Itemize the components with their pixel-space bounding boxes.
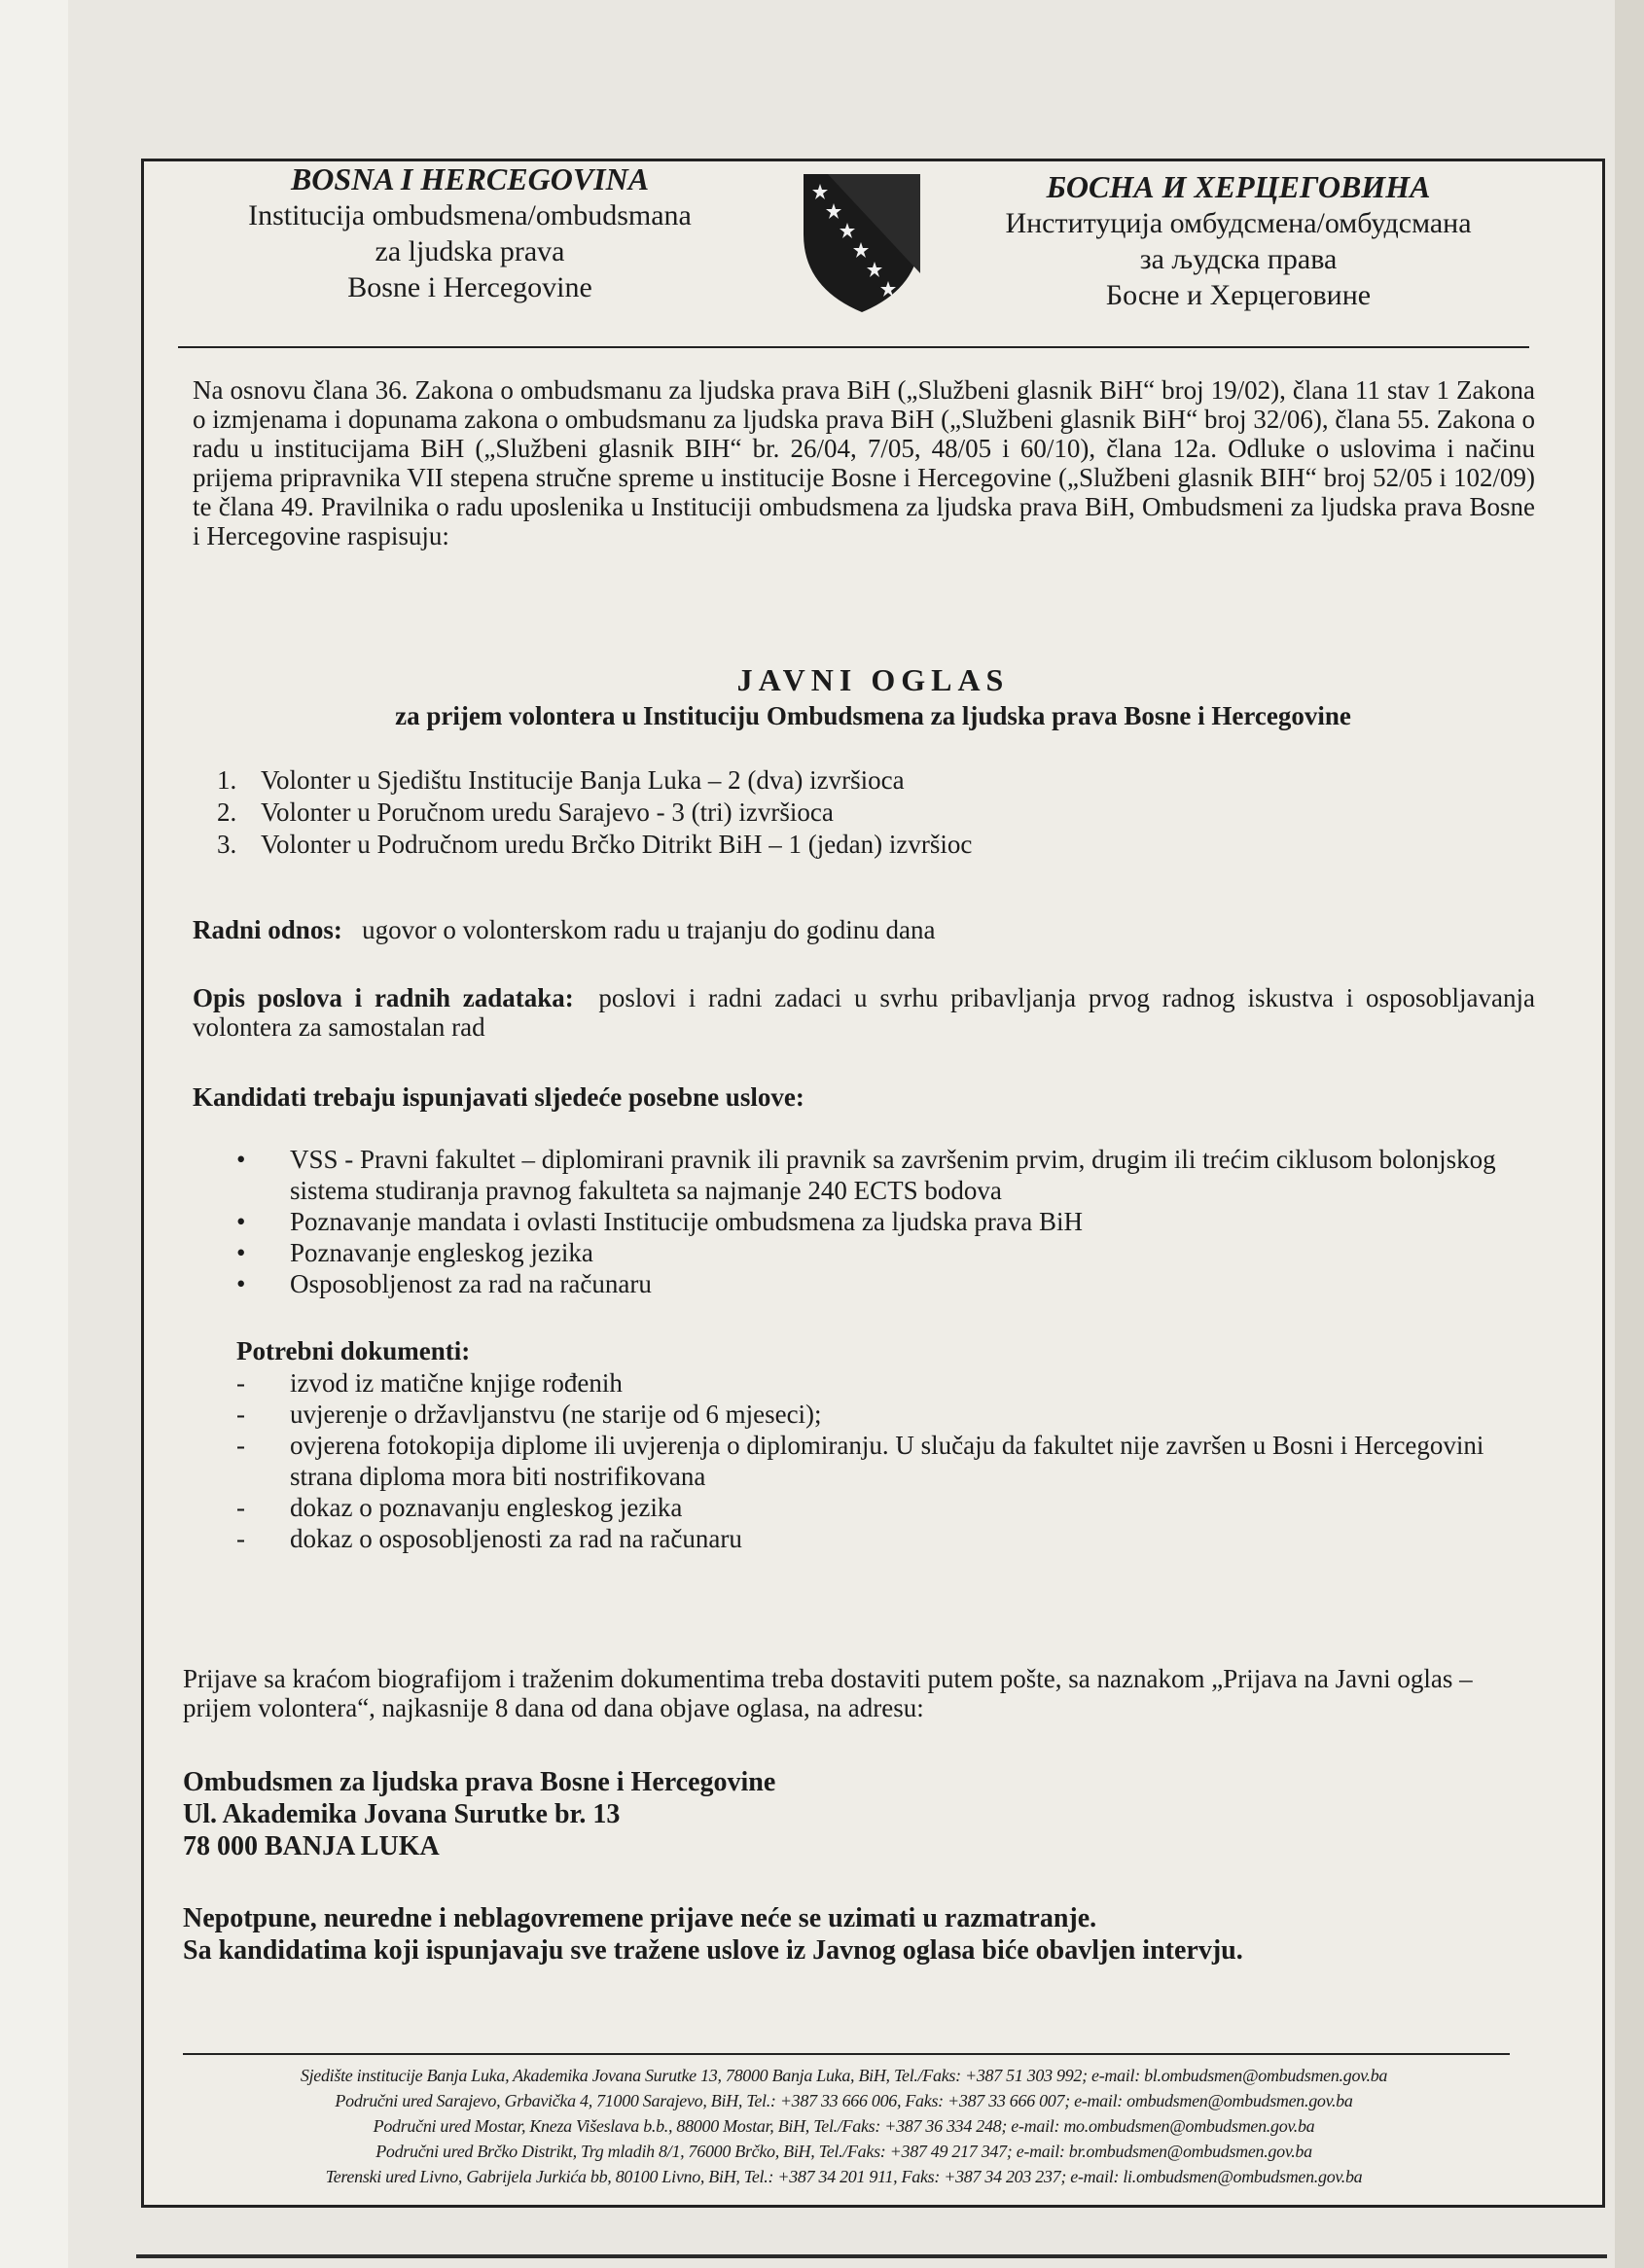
institution-country-cyrillic: Босне и Херцеговине bbox=[1105, 279, 1372, 311]
list-item: - dokaz o poznavanju engleskog jezika bbox=[236, 1492, 1520, 1523]
page-bottom-rule bbox=[136, 2254, 1607, 2258]
positions-list bbox=[217, 764, 972, 861]
institution-scope-latin: za ljudska prava bbox=[375, 235, 565, 267]
job-duties bbox=[193, 983, 1535, 1042]
scan-margin-left bbox=[0, 0, 68, 2268]
institution-country-latin: Bosne i Hercegovine bbox=[347, 271, 592, 303]
requirements-heading: Kandidati trebaju ispunjavati sljedeće posebne uslove: bbox=[193, 1082, 804, 1112]
institution-name-cyrillic: Институција омбудсмена/омбудсмана bbox=[1005, 207, 1472, 239]
job-duties-label: Opis poslova i radnih zadataka: bbox=[193, 983, 574, 1012]
closing-notice bbox=[183, 1902, 1243, 1967]
letterhead-divider bbox=[178, 346, 1529, 348]
scan-margin-right bbox=[1615, 0, 1644, 2268]
list-item: • Poznavanje engleskog jezika bbox=[236, 1237, 1520, 1268]
footer-line-sarajevo: Područni ured Sarajevo, Grbavička 4, 71000 Sarajevo, BiH, Tel.: +387 33 666 006, Faks: +387 33 666 007; e-mail: ombudsmen@ombudsmen.gov.ba bbox=[335, 2091, 1353, 2110]
documents-list bbox=[236, 1367, 1520, 1554]
list-item: 1. Volonter u Sjedištu Institucije Banja Luka – 2 (dva) izvršioca bbox=[217, 765, 905, 795]
notice-incomplete: Nepotpune, neuredne i neblagovremene prijave neće se uzimati u razmatranje. bbox=[183, 1903, 1097, 1933]
footer-line-brcko: Područni ured Brčko Distrikt, Trg mladih 8/1, 76000 Brčko, BiH, Tel./Faks: +387 49 217 347; e-mail: br.ombudsmen@ombudsmen.gov.ba bbox=[375, 2142, 1312, 2161]
address-street: Ul. Akademika Jovana Surutke br. 13 bbox=[183, 1799, 621, 1829]
list-item: - uvjerenje o državljanstvu (ne starije od 6 mjeseci); bbox=[236, 1399, 1520, 1430]
legal-basis-paragraph: Na osnovu člana 36. Zakona o ombudsmanu za ljudska prava BiH („Službeni glasnik BiH“ broj 19/02), člana 11 stav 1 Zakona o izmjenama i dopunama zakona o ombudsmanu za ljudska prava BiH („Službeni glasnik BiH“ broj 32/06), člana 55. Zakona o radu u institucijama BiH („Službeni glasnik BIH“ br. 26/04, 7/05, 48/05 i 60/10), člana 12a. Odluke o uslovima i načinu prijema pripravnika VII stepena stručne spreme u institucije Bosne i Hercegovine („Službeni glasnik BIH“ broj 52/05 i 102/09) te člana 49. Pravilnika o radu uposlenika u Instituciji ombudsmena za ljudska prava BiH, Ombudsmeni za ljudska prava Bosne i Hercegovine raspisuju: bbox=[193, 375, 1535, 550]
institution-scope-cyrillic: за људска права bbox=[1139, 243, 1338, 275]
list-item: 2. Volonter u Poručnom uredu Sarajevo - 3 (tri) izvršioca bbox=[217, 797, 834, 827]
letterhead-latin bbox=[178, 161, 762, 305]
ad-subtitle: za prijem volontera u Instituciju Ombudsmena za ljudska prava Bosne i Hercegovine bbox=[395, 701, 1351, 730]
institution-name-latin: Institucija ombudsmena/ombudsmana bbox=[248, 199, 692, 231]
notice-interview: Sa kandidatima koji ispunjavaju sve tražene uslove iz Javnog oglasa biće obavljen intervju. bbox=[183, 1935, 1243, 1966]
list-item: - ovjerena fotokopija diplome ili uvjerenja o diplomiranju. U slučaju da fakultet nije završen u Bosni i Hercegovini strana diploma mora biti nostrifikovana bbox=[236, 1430, 1520, 1492]
address-city: 78 000 BANJA LUKA bbox=[183, 1831, 440, 1861]
letterhead bbox=[144, 161, 1602, 346]
list-item: 3. Volonter u Područnom uredu Brčko Ditrikt BiH – 1 (jedan) izvršioc bbox=[217, 830, 973, 859]
ad-title: JAVNI OGLAS bbox=[736, 662, 1010, 697]
list-item: • Osposobljenost za rad na računaru bbox=[236, 1268, 1520, 1299]
application-instructions: Prijave sa kraćom biografijom i traženim dokumentima treba dostaviti putem pošte, sa naznakom „Prijava na Javni oglas – prijem volontera“, najkasnije 8 dana od dana objave oglasa, na adresu: bbox=[183, 1664, 1473, 1722]
requirements-list bbox=[236, 1144, 1520, 1299]
country-name-cyrillic: БОСНА И ХЕРЦЕГОВИНА bbox=[1046, 169, 1431, 204]
mailing-address bbox=[183, 1766, 775, 1862]
address-recipient: Ombudsmen za ljudska prava Bosne i Hercegovine bbox=[183, 1767, 776, 1797]
work-relation bbox=[193, 915, 1535, 944]
bih-coat-of-arms-icon bbox=[799, 166, 925, 317]
list-item: • Poznavanje mandata i ovlasti Institucije ombudsmena za ljudska prava BiH bbox=[236, 1206, 1520, 1237]
letterhead-cyrillic bbox=[947, 169, 1530, 313]
list-item: - dokaz o osposobljenosti za rad na računaru bbox=[236, 1523, 1520, 1554]
list-item: - izvod iz matične knjige rođenih bbox=[236, 1367, 1520, 1399]
list-item: • VSS - Pravni fakultet – diplomirani pravnik ili pravnik sa završenim prvim, drugim ili trećim ciklusom bolonjskog sistema studiranja pravnog fakulteta sa najmanje 240 ECTS bodova bbox=[236, 1144, 1520, 1206]
footer-line-mostar: Područni ured Mostar, Kneza Višeslava b.b., 88000 Mostar, BiH, Tel./Faks: +387 36 334 248; e-mail: mo.ombudsmen@ombudsmen.gov.ba bbox=[373, 2116, 1315, 2136]
footer-divider bbox=[183, 2053, 1510, 2055]
document-frame bbox=[141, 159, 1605, 2208]
work-relation-text: ugovor o volonterskom radu u trajanju do godinu dana bbox=[362, 915, 936, 944]
job-duties-text: poslovi i radni zadaci u svrhu pribavljanja prvog radnog iskustva i osposobljavanja volontera za samostalan rad bbox=[193, 983, 1536, 1042]
footer-line-livno: Terenski ured Livno, Gabrijela Jurkića bb, 80100 Livno, BiH, Tel.: +387 34 201 911, Faks: +387 34 203 237; e-mail: li.ombudsmen@ombudsmen.gov.ba bbox=[325, 2167, 1363, 2186]
footer-line-banja-luka: Sjedište institucije Banja Luka, Akademika Jovana Surutke 13, 78000 Banja Luka, BiH, Tel./Faks: +387 51 303 992; e-mail: bl.ombudsmen@ombudsmen.gov.ba bbox=[300, 2066, 1388, 2085]
country-name-latin: BOSNA I HERCEGOVINA bbox=[290, 161, 650, 196]
contact-footer bbox=[144, 2063, 1544, 2189]
documents-heading: Potrebni dokumenti: bbox=[236, 1336, 471, 1365]
work-relation-label: Radni odnos: bbox=[193, 915, 342, 944]
